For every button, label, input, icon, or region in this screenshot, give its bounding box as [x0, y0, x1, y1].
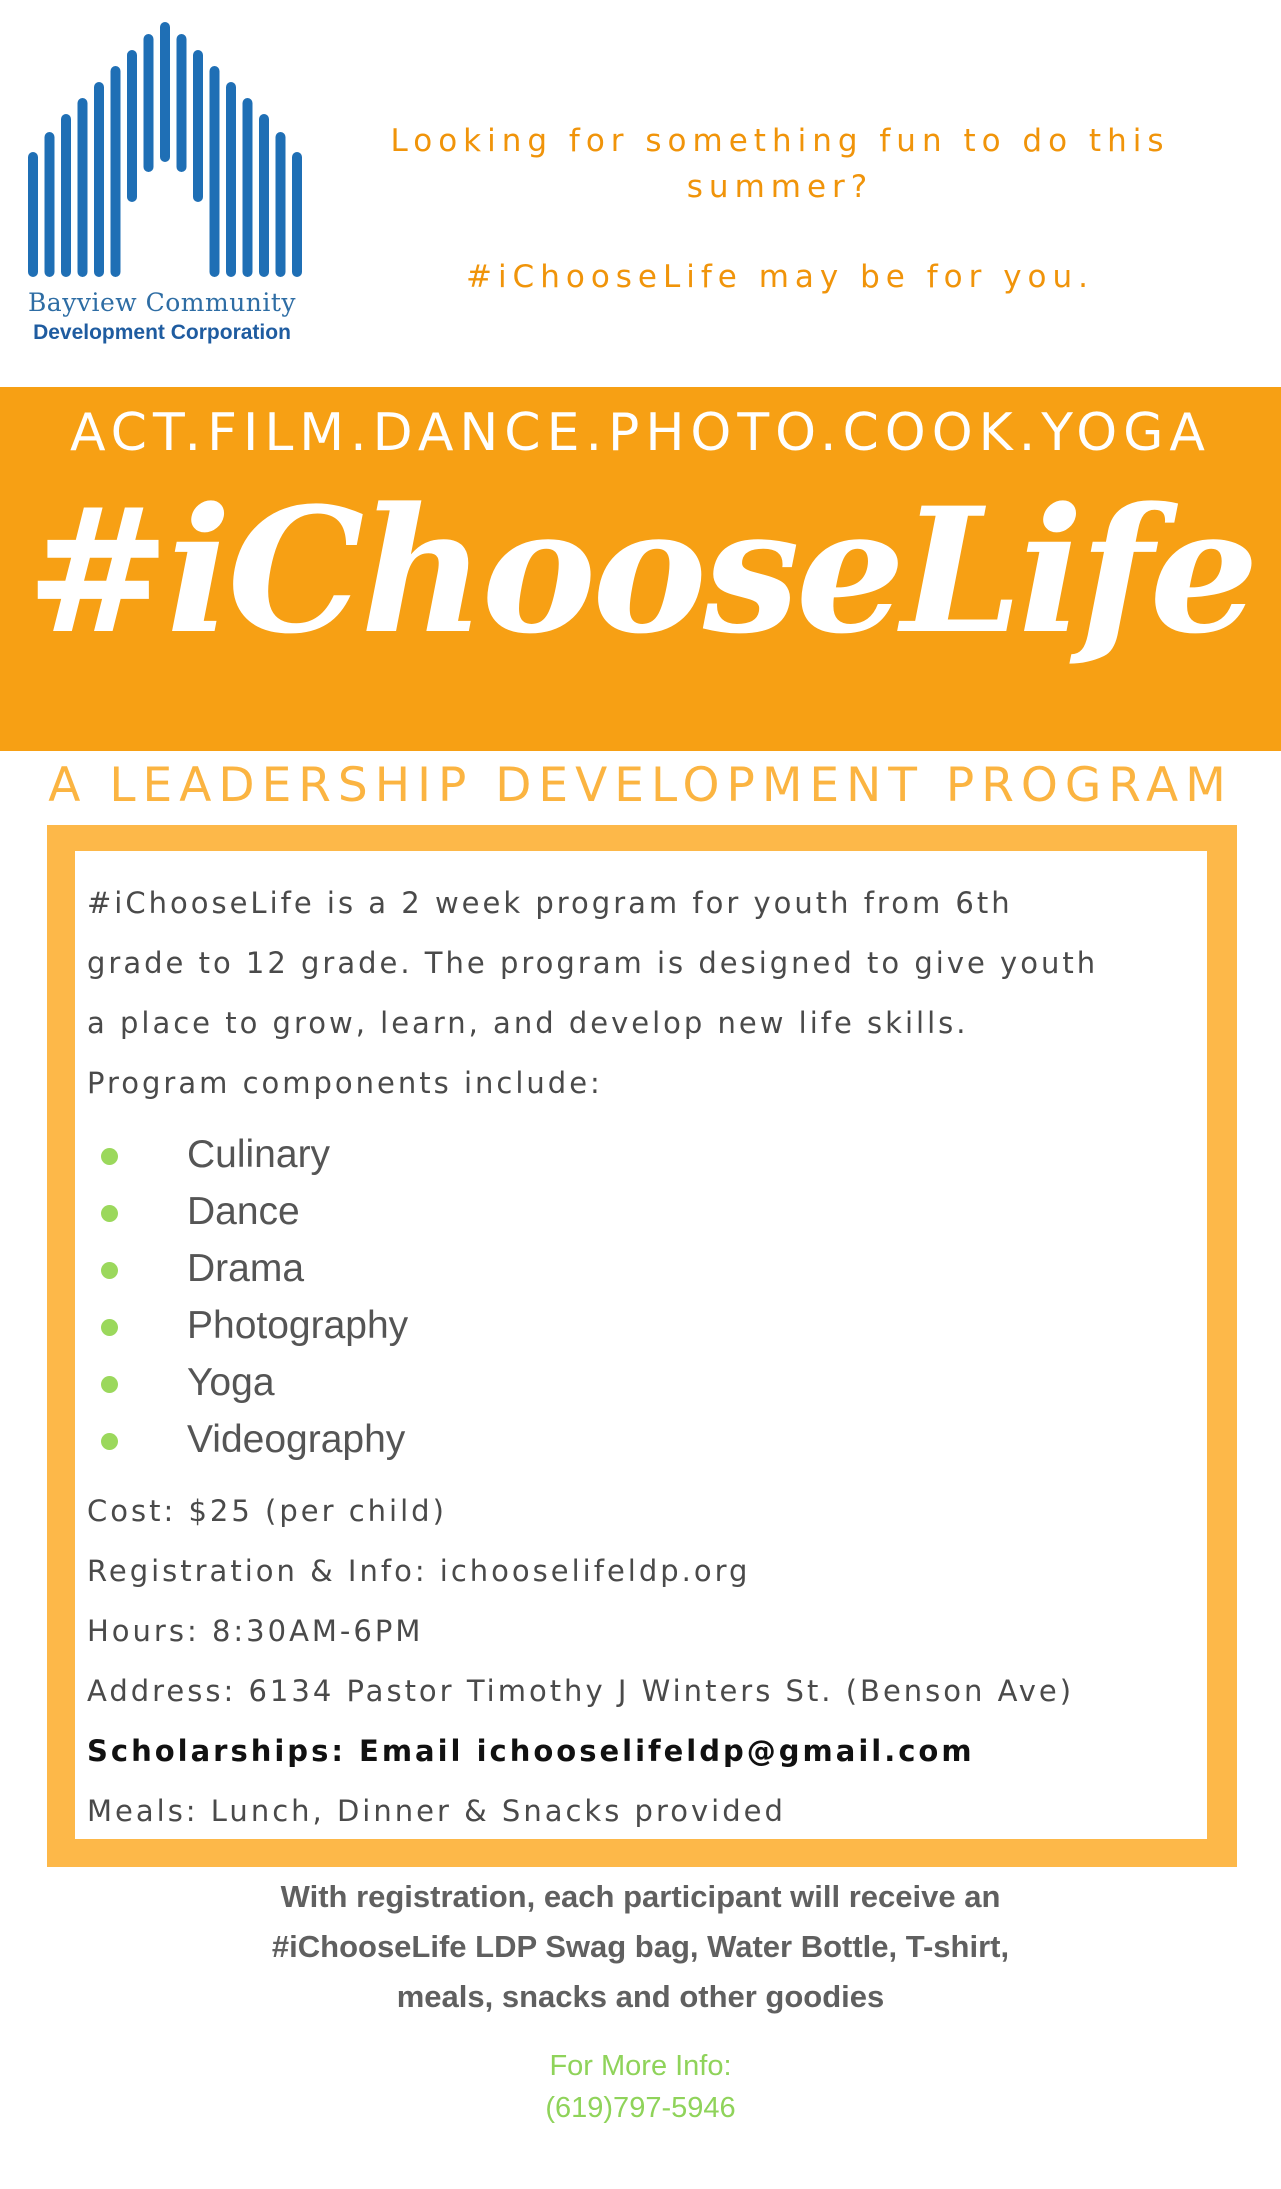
- bullet-icon: [101, 1262, 118, 1279]
- contact-phone: (619)797-5946: [545, 2092, 736, 2124]
- logo-bar: [160, 22, 170, 162]
- list-item: [75, 1186, 1195, 1243]
- logo-bar: [276, 132, 286, 277]
- hours-info: Hours: 8:30AM-6PM: [87, 1614, 424, 1648]
- description-line: #iChooseLife is a 2 week program for youth from 6th: [87, 886, 1013, 920]
- component-label: Photography: [187, 1304, 409, 1347]
- logo-bar: [259, 114, 269, 277]
- program-subtitle: A LEADERSHIP DEVELOPMENT PROGRAM: [48, 758, 1233, 813]
- logo-bar: [226, 82, 236, 277]
- logo-bar: [144, 34, 154, 172]
- logo-subtitle: Development Corporation: [33, 321, 291, 344]
- bullet-icon: [101, 1319, 118, 1336]
- title-banner: [0, 387, 1281, 751]
- logo-bar: [127, 50, 137, 202]
- cost-info: Cost: $25 (per child): [87, 1494, 447, 1528]
- contact-info: [0, 2045, 1281, 2129]
- component-label: Culinary: [187, 1133, 331, 1176]
- logo-bar: [193, 50, 203, 202]
- description-line: Program components include:: [87, 1066, 603, 1100]
- program-description: [87, 873, 1197, 1113]
- meals-info: Meals: Lunch, Dinner & Snacks provided: [87, 1794, 786, 1828]
- logo-bar: [210, 66, 220, 277]
- program-details: [87, 1481, 1197, 1841]
- logo-bar: [177, 34, 187, 172]
- address-info: Address: 6134 Pastor Timothy J Winters St. (Benson Ave): [87, 1674, 1075, 1708]
- logo-bar: [78, 98, 88, 277]
- logo-bar: [292, 152, 302, 277]
- logo-bar: [28, 152, 38, 277]
- contact-label: For More Info:: [549, 2050, 732, 2082]
- building-bars-icon: [22, 22, 302, 284]
- logo-bar: [45, 132, 55, 277]
- info-box-content: [75, 851, 1207, 1839]
- bullet-icon: [101, 1376, 118, 1393]
- program-title: #iChooseLife: [26, 469, 1255, 672]
- tagline: [360, 118, 1200, 300]
- component-label: Yoga: [187, 1361, 275, 1404]
- component-label: Videography: [187, 1418, 406, 1461]
- registration-perks: [0, 1872, 1281, 2022]
- activities-heading: ACT.FILM.DANCE.PHOTO.COOK.YOGA: [69, 403, 1211, 463]
- bullet-icon: [101, 1148, 118, 1165]
- perks-line: With registration, each participant will receive an: [280, 1879, 1001, 1914]
- info-box: [47, 825, 1237, 1867]
- list-item: [75, 1414, 1195, 1471]
- logo-name: Bayview Community: [27, 288, 297, 317]
- logo-bar: [243, 98, 253, 277]
- component-label: Drama: [187, 1247, 305, 1290]
- bullet-icon: [101, 1205, 118, 1222]
- list-item: [75, 1243, 1195, 1300]
- scholarships-info: Scholarships: Email ichooselifeldp@gmail.com: [87, 1734, 975, 1768]
- list-item: [75, 1129, 1195, 1186]
- component-label: Dance: [187, 1190, 300, 1233]
- bullet-icon: [101, 1433, 118, 1450]
- description-line: a place to grow, learn, and develop new life skills.: [87, 1006, 969, 1040]
- registration-info: Registration & Info: ichooselifeldp.org: [87, 1554, 751, 1588]
- logo-bar: [111, 66, 121, 277]
- tagline-question: Looking for something fun to do this summer?: [390, 123, 1170, 205]
- tagline-hashtag: #iChooseLife may be for you.: [465, 259, 1095, 295]
- bayview-logo: [22, 22, 302, 352]
- perks-line: #iChooseLife LDP Swag bag, Water Bottle, T-shirt,: [271, 1929, 1010, 1964]
- description-line: grade to 12 grade. The program is designed to give youth: [87, 946, 1099, 980]
- list-item: [75, 1300, 1195, 1357]
- components-list: [75, 1129, 1195, 1471]
- logo-bar: [61, 114, 71, 277]
- list-item: [75, 1357, 1195, 1414]
- perks-line: meals, snacks and other goodies: [396, 1979, 885, 2014]
- logo-bar: [94, 82, 104, 277]
